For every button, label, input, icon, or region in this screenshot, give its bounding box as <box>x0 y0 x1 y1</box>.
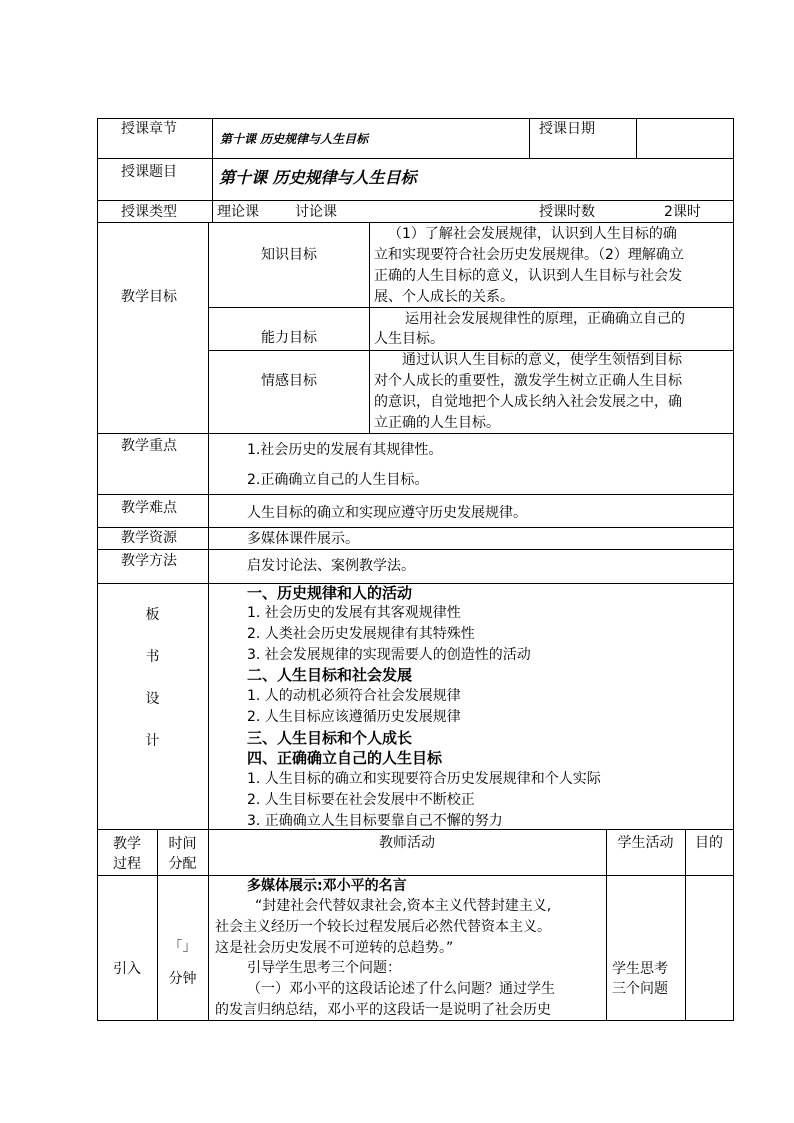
board-line: 2. 人类社会历史发展规律有其特殊性 <box>247 626 475 642</box>
col-divider <box>369 222 370 433</box>
intro-line: 的发言归纳总结，邓小平的这段话一是说明了社会历史 <box>215 1002 551 1018</box>
board-label-char: 计 <box>145 733 160 749</box>
knowledge-line: 展、个人成长的关系。 <box>374 289 514 305</box>
objectives-label: 教学目标 <box>121 289 177 305</box>
knowledge-line: （1）了解社会发展规律，认识到人生目标的确 <box>388 226 677 242</box>
intro-stage: 引入 <box>113 961 141 977</box>
intro-line: 引导学生思考三个问题： <box>247 960 401 976</box>
board-line: 3. 社会发展规律的实现需要人的创造性的活动 <box>247 647 531 663</box>
process-header: 过程 <box>113 856 141 872</box>
student-activity-header: 学生活动 <box>617 835 674 851</box>
table-border <box>733 118 734 1021</box>
emotion-line: 对个人成长的重要性，激发学生树立正确人生目标 <box>374 373 682 389</box>
row-divider <box>97 527 734 528</box>
topic-label: 授课题目 <box>121 164 177 180</box>
intro-line: “封建社会代替奴隶社会,资本主义代替封建主义, <box>255 898 552 914</box>
hours-label: 授课时数 <box>539 204 595 220</box>
table-border <box>97 1020 734 1021</box>
type-value-discussion: 讨论课 <box>295 204 337 220</box>
date-label: 授课日期 <box>539 121 595 137</box>
col-divider <box>636 118 637 158</box>
row-divider <box>208 307 734 308</box>
col-divider <box>208 583 209 1020</box>
methods-label: 教学方法 <box>121 553 177 569</box>
ability-line: 运用社会发展规律性的原理，正确确立自己的 <box>405 311 685 327</box>
row-divider <box>97 549 734 550</box>
table-border <box>97 118 98 1021</box>
emotion-label: 情感目标 <box>261 373 317 389</box>
board-line: 三、人生目标和个人成长 <box>247 729 413 747</box>
methods-value: 启发讨论法、案例教学法。 <box>247 558 415 574</box>
hours-value: 2课时 <box>664 204 701 220</box>
board-label-char: 书 <box>145 649 160 665</box>
board-line: 1. 社会历史的发展有其客观规律性 <box>247 605 461 621</box>
row-divider <box>97 158 734 159</box>
row-divider <box>97 875 734 876</box>
board-label-char: 设 <box>145 691 160 707</box>
resources-value: 多媒体课件展示。 <box>247 531 359 547</box>
purpose-header: 目的 <box>695 835 723 851</box>
knowledge-line: 正确的人生目标的意义，认识到人生目标与社会发 <box>374 268 682 284</box>
key-points-label: 教学重点 <box>121 438 177 454</box>
col-divider <box>208 222 209 583</box>
knowledge-label: 知识目标 <box>261 247 317 263</box>
emotion-line: 立正确的人生目标。 <box>374 415 500 431</box>
board-label-char: 板 <box>145 607 160 623</box>
col-divider <box>606 829 607 1020</box>
process-header: 教学 <box>113 836 141 852</box>
emotion-line: 通过认识人生目标的意义，使学生领悟到目标 <box>402 352 682 368</box>
board-line: 2. 人生目标应该遵循历史发展规律 <box>247 709 461 725</box>
type-value-theory: 理论课 <box>217 204 259 220</box>
resources-label: 教学资源 <box>121 530 177 546</box>
row-divider <box>97 433 734 434</box>
time-header: 分配 <box>168 856 197 872</box>
board-line: 3. 正确确立人生目标要靠自己不懈的努力 <box>247 813 503 829</box>
topic-value: 第十课 历史规律与人生目标 <box>219 168 417 187</box>
board-line: 一、历史规律和人的活动 <box>247 584 413 602</box>
intro-line: 这是社会历史发展不可逆转的总趋势。” <box>215 940 454 956</box>
table-border <box>97 118 734 119</box>
col-divider <box>529 118 530 158</box>
board-line: 1. 人的动机必须符合社会发展规律 <box>247 688 461 704</box>
time-header: 时间 <box>168 836 197 852</box>
difficulty-label: 教学难点 <box>121 500 177 516</box>
board-line: 二、人生目标和社会发展 <box>247 666 413 684</box>
row-divider <box>97 583 734 584</box>
type-label: 授课类型 <box>121 204 177 220</box>
chapter-value: 第十课 历史规律与人生目标 <box>220 132 369 146</box>
intro-time-unit: 分钟 <box>168 971 197 987</box>
intro-student-activity: 学生思考 <box>612 961 668 977</box>
key-point-item: 2.正确确立自己的人生目标。 <box>247 472 429 488</box>
col-divider <box>212 118 213 222</box>
board-line: 1. 人生目标的确立和实现要符合历史发展规律和个人实际 <box>247 771 601 787</box>
intro-line: （一）邓小平的这段话论述了什么问题？通过学生 <box>247 981 555 997</box>
difficulty-value: 人生目标的确立和实现应遵守历史发展规律。 <box>247 505 527 521</box>
intro-student-activity: 三个问题 <box>612 981 668 997</box>
knowledge-line: 立和实现要符合社会历史发展规律。（2）理解确立 <box>374 247 684 263</box>
intro-line: 多媒体展示:邓小平的名言 <box>247 878 407 894</box>
emotion-line: 的意识，自觉地把个人成长纳入社会发展之中，确 <box>374 394 682 410</box>
row-divider <box>97 222 734 223</box>
ability-line: 人生目标。 <box>374 331 444 347</box>
key-point-item: 1.社会历史的发展有其规律性。 <box>247 442 443 458</box>
row-divider <box>97 200 734 201</box>
ability-label: 能力目标 <box>261 330 317 346</box>
chapter-label: 授课章节 <box>121 121 177 137</box>
row-divider <box>97 494 734 495</box>
board-line: 四、正确确立自己的人生目标 <box>247 749 443 767</box>
board-line: 2. 人生目标要在社会发展中不断校正 <box>247 792 475 808</box>
teacher-activity-header: 教师活动 <box>379 835 435 851</box>
intro-time-bracket: 「」 <box>168 939 197 955</box>
col-divider <box>685 829 686 1020</box>
intro-line: 社会主义经历一个较长过程发展后必然代替资本主义。 <box>215 919 551 935</box>
